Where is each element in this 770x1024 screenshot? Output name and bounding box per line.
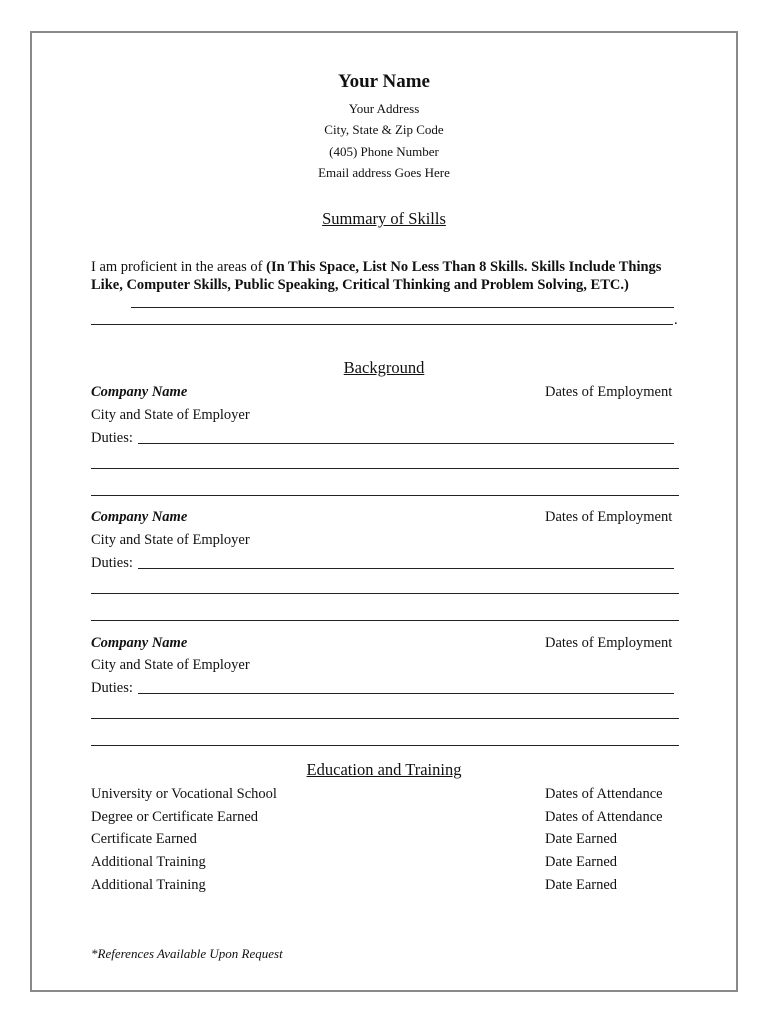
summary-section-title: Summary of Skills bbox=[322, 209, 446, 228]
job-2-duties-line-3 bbox=[91, 620, 679, 621]
background-section-title: Background bbox=[343, 358, 425, 377]
summary-paragraph bbox=[91, 259, 677, 294]
job-3-duties-label: Duties: bbox=[91, 680, 133, 696]
job-1-city: City and State of Employer bbox=[91, 407, 250, 423]
job-2-company: Company Name bbox=[91, 509, 188, 525]
education-row-1-left: University or Vocational School bbox=[91, 786, 277, 802]
address-line: Your Address bbox=[348, 101, 420, 116]
education-row-3-left: Certificate Earned bbox=[91, 831, 197, 847]
summary-fill-line-2 bbox=[91, 324, 673, 325]
job-2-duties-line-2 bbox=[91, 593, 679, 594]
education-row-4-right: Date Earned bbox=[545, 854, 618, 870]
job-3-duties-line-2 bbox=[91, 718, 679, 719]
summary-intro: I am proficient in the areas of bbox=[91, 259, 267, 275]
education-row-5-left: Additional Training bbox=[91, 877, 206, 893]
job-1-company: Company Name bbox=[91, 384, 188, 400]
job-1-duties-line-2 bbox=[91, 468, 679, 469]
job-1-duties-line-3 bbox=[91, 495, 679, 496]
education-row-5-right: Date Earned bbox=[545, 877, 618, 893]
education-row-1-right: Dates of Attendance bbox=[545, 786, 663, 802]
education-row-2-left: Degree or Certificate Earned bbox=[91, 809, 259, 825]
education-section-title: Education and Training bbox=[306, 760, 462, 779]
summary-end-period: . bbox=[674, 312, 678, 328]
job-1-duties-label: Duties: bbox=[91, 430, 133, 446]
job-2-duties-line-1 bbox=[138, 568, 674, 569]
job-3-duties-line-1 bbox=[138, 693, 674, 694]
applicant-name: Your Name bbox=[337, 71, 430, 92]
education-row-3-right: Date Earned bbox=[545, 831, 618, 847]
job-2-dates: Dates of Employment bbox=[545, 509, 673, 525]
education-row-2-right: Dates of Attendance bbox=[545, 809, 663, 825]
job-1-dates: Dates of Employment bbox=[545, 384, 673, 400]
job-3-company: Company Name bbox=[91, 635, 188, 651]
job-3-city: City and State of Employer bbox=[91, 657, 250, 673]
summary-instructions: (In This Space, List No Less Than 8 Skills. Skills Include Things Like, Computer Skills, Public Speaking, Critical Thinking and Problem Solving, ETC.) bbox=[91, 259, 662, 293]
city-state-zip-line: City, State & Zip Code bbox=[324, 122, 444, 137]
summary-fill-line-1 bbox=[131, 307, 674, 308]
job-2-duties-label: Duties: bbox=[91, 555, 133, 571]
references-note: *References Available Upon Request bbox=[91, 946, 283, 961]
job-1-duties-line-1 bbox=[138, 443, 674, 444]
phone-line: (405) Phone Number bbox=[329, 144, 439, 159]
resume-page bbox=[30, 31, 738, 992]
job-3-dates: Dates of Employment bbox=[545, 635, 673, 651]
job-2-city: City and State of Employer bbox=[91, 532, 250, 548]
education-row-4-left: Additional Training bbox=[91, 854, 206, 870]
job-3-duties-line-3 bbox=[91, 745, 679, 746]
email-line: Email address Goes Here bbox=[318, 165, 450, 180]
